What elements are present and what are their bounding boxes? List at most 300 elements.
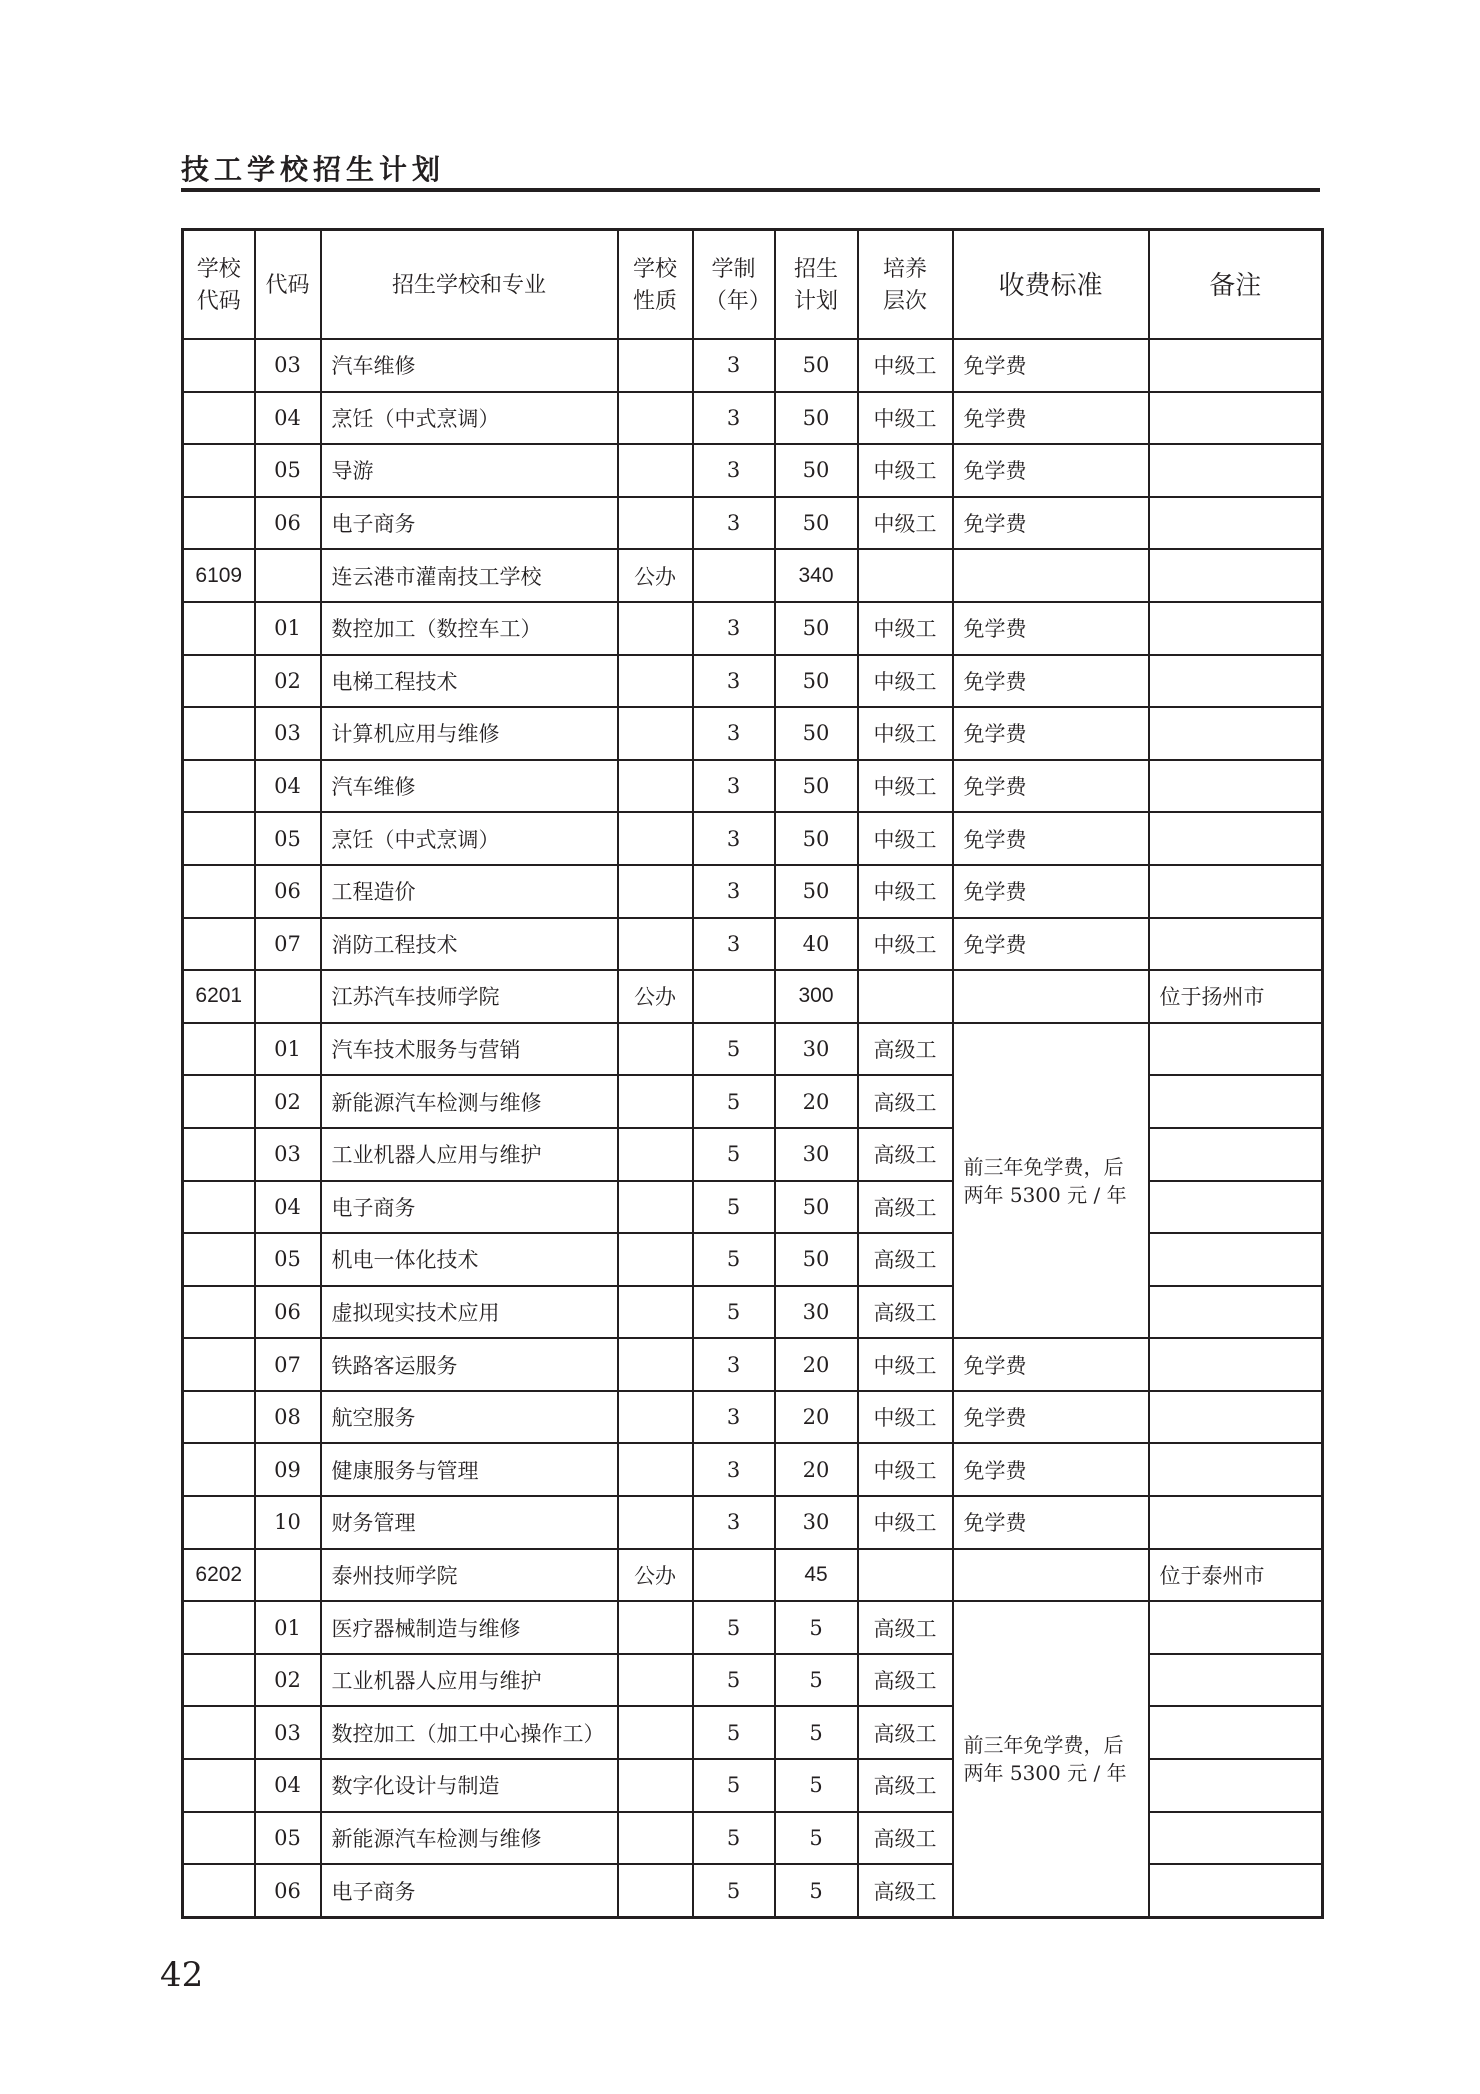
cell-plan: 50	[775, 602, 858, 655]
cell-nature: 公办	[618, 970, 693, 1023]
table-row	[183, 760, 1323, 813]
cell-years: 3	[693, 760, 775, 813]
cell-years: 5	[693, 1706, 775, 1759]
cell-note	[1149, 1812, 1323, 1865]
cell-name: 工程造价	[321, 865, 618, 918]
cell-school-code	[183, 655, 255, 708]
cell-name: 汽车技术服务与营销	[321, 1023, 618, 1076]
cell-years: 5	[693, 1864, 775, 1917]
cell-major-code: 01	[255, 1023, 321, 1076]
cell-plan: 5	[775, 1864, 858, 1917]
cell-name: 数控加工（加工中心操作工）	[321, 1706, 618, 1759]
cell-years: 3	[693, 392, 775, 445]
table-row	[183, 1601, 1323, 1654]
cell-nature	[618, 918, 693, 971]
cell-nature	[618, 1338, 693, 1391]
cell-name: 电子商务	[321, 497, 618, 550]
cell-school-code	[183, 1286, 255, 1339]
cell-plan: 20	[775, 1443, 858, 1496]
cell-plan: 50	[775, 655, 858, 708]
cell-years: 3	[693, 1496, 775, 1549]
cell-name: 财务管理	[321, 1496, 618, 1549]
cell-name: 工业机器人应用与维护	[321, 1654, 618, 1707]
cell-fee: 前三年免学费，后两年 5300 元 / 年	[953, 1023, 1149, 1339]
cell-level: 中级工	[858, 497, 953, 550]
cell-nature	[618, 812, 693, 865]
cell-level: 中级工	[858, 1338, 953, 1391]
cell-plan: 50	[775, 1233, 858, 1286]
cell-nature	[618, 1864, 693, 1917]
cell-note	[1149, 549, 1323, 602]
table-row	[183, 1233, 1323, 1286]
cell-school-code	[183, 444, 255, 497]
cell-plan: 50	[775, 444, 858, 497]
cell-plan: 30	[775, 1023, 858, 1076]
cell-name: 工业机器人应用与维护	[321, 1128, 618, 1181]
cell-note	[1149, 1181, 1323, 1234]
cell-plan: 50	[775, 392, 858, 445]
cell-years: 3	[693, 339, 775, 392]
cell-plan: 50	[775, 339, 858, 392]
school-row	[183, 970, 1323, 1023]
cell-fee: 免学费	[953, 392, 1149, 445]
cell-plan: 5	[775, 1706, 858, 1759]
cell-plan: 30	[775, 1128, 858, 1181]
cell-years: 3	[693, 1338, 775, 1391]
table-row	[183, 1128, 1323, 1181]
cell-note	[1149, 1023, 1323, 1076]
cell-level: 高级工	[858, 1023, 953, 1076]
cell-years: 3	[693, 1443, 775, 1496]
cell-name: 江苏汽车技师学院	[321, 970, 618, 1023]
cell-years: 3	[693, 497, 775, 550]
cell-level: 高级工	[858, 1706, 953, 1759]
cell-years: 5	[693, 1181, 775, 1234]
cell-major-code: 05	[255, 1233, 321, 1286]
cell-note	[1149, 392, 1323, 445]
cell-school-code	[183, 497, 255, 550]
cell-school-code	[183, 918, 255, 971]
cell-school-code	[183, 1233, 255, 1286]
cell-note	[1149, 655, 1323, 708]
cell-major-code: 04	[255, 760, 321, 813]
cell-school-code: 6109	[183, 549, 255, 602]
table-row	[183, 1391, 1323, 1444]
cell-major-code: 06	[255, 865, 321, 918]
col-level: 培养层次	[858, 230, 953, 340]
table-row	[183, 392, 1323, 445]
cell-fee: 前三年免学费，后两年 5300 元 / 年	[953, 1601, 1149, 1917]
cell-nature: 公办	[618, 1549, 693, 1602]
cell-major-code: 01	[255, 1601, 321, 1654]
table-row	[183, 1443, 1323, 1496]
cell-school-code	[183, 1128, 255, 1181]
cell-school-code	[183, 1864, 255, 1917]
cell-major-code	[255, 549, 321, 602]
cell-level: 高级工	[858, 1601, 953, 1654]
cell-major-code: 07	[255, 918, 321, 971]
cell-nature	[618, 1496, 693, 1549]
cell-school-code	[183, 602, 255, 655]
cell-years: 5	[693, 1128, 775, 1181]
cell-note	[1149, 1128, 1323, 1181]
table-row	[183, 1075, 1323, 1128]
cell-nature	[618, 1706, 693, 1759]
cell-fee: 免学费	[953, 339, 1149, 392]
table-row	[183, 1286, 1323, 1339]
cell-name: 泰州技师学院	[321, 1549, 618, 1602]
cell-nature	[618, 1286, 693, 1339]
cell-school-code: 6202	[183, 1549, 255, 1602]
cell-note	[1149, 1286, 1323, 1339]
cell-fee: 免学费	[953, 1496, 1149, 1549]
cell-name: 新能源汽车检测与维修	[321, 1812, 618, 1865]
cell-school-code	[183, 1023, 255, 1076]
cell-nature	[618, 497, 693, 550]
cell-nature	[618, 1601, 693, 1654]
table-row	[183, 602, 1323, 655]
cell-school-code	[183, 812, 255, 865]
cell-name: 汽车维修	[321, 339, 618, 392]
table-row	[183, 1023, 1323, 1076]
cell-level: 高级工	[858, 1286, 953, 1339]
cell-level: 高级工	[858, 1233, 953, 1286]
cell-major-code: 06	[255, 1286, 321, 1339]
cell-name: 导游	[321, 444, 618, 497]
cell-fee	[953, 970, 1149, 1023]
cell-note	[1149, 1443, 1323, 1496]
cell-fee	[953, 1549, 1149, 1602]
cell-note	[1149, 918, 1323, 971]
table-row	[183, 1812, 1323, 1865]
cell-nature: 公办	[618, 549, 693, 602]
cell-years: 5	[693, 1023, 775, 1076]
cell-level: 中级工	[858, 1443, 953, 1496]
cell-level: 中级工	[858, 392, 953, 445]
cell-plan: 30	[775, 1286, 858, 1339]
cell-plan: 5	[775, 1812, 858, 1865]
cell-note	[1149, 1759, 1323, 1812]
cell-name: 消防工程技术	[321, 918, 618, 971]
table-row	[183, 1706, 1323, 1759]
cell-name: 新能源汽车检测与维修	[321, 1075, 618, 1128]
cell-nature	[618, 865, 693, 918]
cell-nature	[618, 760, 693, 813]
cell-fee: 免学费	[953, 1391, 1149, 1444]
cell-plan: 5	[775, 1601, 858, 1654]
cell-years: 5	[693, 1233, 775, 1286]
table-row	[183, 918, 1323, 971]
cell-school-code	[183, 392, 255, 445]
cell-years: 3	[693, 865, 775, 918]
cell-major-code: 06	[255, 1864, 321, 1917]
cell-major-code: 08	[255, 1391, 321, 1444]
table-header-row	[183, 230, 1323, 340]
cell-name: 烹饪（中式烹调）	[321, 392, 618, 445]
cell-years: 3	[693, 707, 775, 760]
cell-level	[858, 549, 953, 602]
cell-plan: 50	[775, 865, 858, 918]
cell-plan: 50	[775, 760, 858, 813]
cell-school-code	[183, 1706, 255, 1759]
cell-major-code: 03	[255, 339, 321, 392]
cell-plan: 20	[775, 1391, 858, 1444]
table-row	[183, 1654, 1323, 1707]
table-row	[183, 1759, 1323, 1812]
cell-major-code: 04	[255, 1759, 321, 1812]
cell-years: 5	[693, 1286, 775, 1339]
table-row	[183, 1496, 1323, 1549]
cell-major-code: 03	[255, 707, 321, 760]
cell-years: 5	[693, 1601, 775, 1654]
cell-school-code	[183, 1654, 255, 1707]
cell-note	[1149, 1496, 1323, 1549]
table-row	[183, 865, 1323, 918]
col-note: 备注	[1149, 230, 1323, 340]
header-rule	[181, 188, 1320, 192]
cell-school-code	[183, 865, 255, 918]
cell-plan: 50	[775, 1181, 858, 1234]
cell-level: 中级工	[858, 1391, 953, 1444]
cell-major-code: 02	[255, 655, 321, 708]
cell-level: 中级工	[858, 602, 953, 655]
cell-plan: 20	[775, 1075, 858, 1128]
col-years: 学制（年）	[693, 230, 775, 340]
cell-school-code	[183, 1391, 255, 1444]
cell-level: 中级工	[858, 655, 953, 708]
cell-level: 中级工	[858, 1496, 953, 1549]
cell-fee: 免学费	[953, 707, 1149, 760]
cell-fee: 免学费	[953, 655, 1149, 708]
table-row	[183, 655, 1323, 708]
cell-years: 3	[693, 812, 775, 865]
cell-nature	[618, 707, 693, 760]
cell-level: 高级工	[858, 1654, 953, 1707]
cell-name: 电梯工程技术	[321, 655, 618, 708]
table-row	[183, 1338, 1323, 1391]
running-header-title: 技工学校招生计划	[181, 153, 446, 186]
cell-plan: 30	[775, 1496, 858, 1549]
col-school-major: 招生学校和专业	[321, 230, 618, 340]
cell-nature	[618, 1443, 693, 1496]
cell-name: 医疗器械制造与维修	[321, 1601, 618, 1654]
cell-years: 3	[693, 602, 775, 655]
cell-major-code: 01	[255, 602, 321, 655]
cell-major-code: 04	[255, 392, 321, 445]
cell-level: 高级工	[858, 1181, 953, 1234]
cell-level	[858, 970, 953, 1023]
school-row	[183, 549, 1323, 602]
cell-fee: 免学费	[953, 812, 1149, 865]
cell-years: 3	[693, 918, 775, 971]
cell-school-code	[183, 760, 255, 813]
cell-note: 位于泰州市	[1149, 1549, 1323, 1602]
table-row	[183, 339, 1323, 392]
cell-school-code	[183, 1496, 255, 1549]
cell-note	[1149, 497, 1323, 550]
cell-level: 高级工	[858, 1075, 953, 1128]
cell-nature	[618, 1128, 693, 1181]
cell-level: 中级工	[858, 444, 953, 497]
cell-major-code: 02	[255, 1075, 321, 1128]
cell-note	[1149, 1233, 1323, 1286]
cell-fee	[953, 549, 1149, 602]
cell-plan: 45	[775, 1549, 858, 1602]
cell-school-code: 6201	[183, 970, 255, 1023]
cell-plan: 340	[775, 549, 858, 602]
cell-note	[1149, 1654, 1323, 1707]
cell-note	[1149, 444, 1323, 497]
cell-nature	[618, 392, 693, 445]
cell-major-code: 03	[255, 1128, 321, 1181]
cell-note	[1149, 707, 1323, 760]
cell-level: 中级工	[858, 812, 953, 865]
cell-note	[1149, 1864, 1323, 1917]
cell-fee: 免学费	[953, 1443, 1149, 1496]
cell-nature	[618, 444, 693, 497]
cell-major-code: 05	[255, 812, 321, 865]
cell-note	[1149, 1706, 1323, 1759]
cell-level: 高级工	[858, 1812, 953, 1865]
cell-nature	[618, 1233, 693, 1286]
cell-name: 连云港市灌南技工学校	[321, 549, 618, 602]
cell-nature	[618, 1075, 693, 1128]
cell-years: 3	[693, 655, 775, 708]
col-fee: 收费标准	[953, 230, 1149, 340]
cell-years: 3	[693, 444, 775, 497]
cell-school-code	[183, 339, 255, 392]
cell-major-code: 06	[255, 497, 321, 550]
cell-note	[1149, 1391, 1323, 1444]
cell-school-code	[183, 1601, 255, 1654]
table-row	[183, 444, 1323, 497]
cell-major-code: 09	[255, 1443, 321, 1496]
cell-note	[1149, 1075, 1323, 1128]
cell-school-code	[183, 1181, 255, 1234]
cell-name: 烹饪（中式烹调）	[321, 812, 618, 865]
cell-name: 计算机应用与维修	[321, 707, 618, 760]
cell-major-code: 02	[255, 1654, 321, 1707]
table-row	[183, 812, 1323, 865]
cell-name: 数字化设计与制造	[321, 1759, 618, 1812]
cell-level: 高级工	[858, 1864, 953, 1917]
cell-note	[1149, 1338, 1323, 1391]
cell-major-code: 04	[255, 1181, 321, 1234]
cell-level	[858, 1549, 953, 1602]
cell-plan: 5	[775, 1759, 858, 1812]
cell-name: 机电一体化技术	[321, 1233, 618, 1286]
page-number: 42	[160, 1955, 204, 1995]
cell-nature	[618, 602, 693, 655]
cell-note	[1149, 1601, 1323, 1654]
cell-major-code: 10	[255, 1496, 321, 1549]
cell-years: 5	[693, 1812, 775, 1865]
cell-level: 中级工	[858, 339, 953, 392]
cell-note	[1149, 812, 1323, 865]
cell-years	[693, 549, 775, 602]
cell-fee: 免学费	[953, 444, 1149, 497]
cell-years: 5	[693, 1075, 775, 1128]
cell-years: 5	[693, 1654, 775, 1707]
cell-level: 高级工	[858, 1128, 953, 1181]
cell-nature	[618, 339, 693, 392]
cell-major-code	[255, 970, 321, 1023]
cell-fee: 免学费	[953, 918, 1149, 971]
cell-major-code: 07	[255, 1338, 321, 1391]
cell-level: 中级工	[858, 760, 953, 813]
cell-nature	[618, 1391, 693, 1444]
cell-nature	[618, 1181, 693, 1234]
table-row	[183, 1181, 1323, 1234]
cell-school-code	[183, 1443, 255, 1496]
cell-note	[1149, 339, 1323, 392]
cell-plan: 5	[775, 1654, 858, 1707]
col-plan: 招生计划	[775, 230, 858, 340]
cell-years	[693, 1549, 775, 1602]
cell-note	[1149, 602, 1323, 655]
col-major-code: 代码	[255, 230, 321, 340]
enrollment-plan-table	[181, 228, 1324, 1919]
cell-name: 汽车维修	[321, 760, 618, 813]
cell-school-code	[183, 1338, 255, 1391]
cell-school-code	[183, 1812, 255, 1865]
cell-major-code: 05	[255, 1812, 321, 1865]
cell-name: 电子商务	[321, 1181, 618, 1234]
cell-nature	[618, 1812, 693, 1865]
cell-level: 中级工	[858, 918, 953, 971]
cell-school-code	[183, 1759, 255, 1812]
cell-plan: 50	[775, 497, 858, 550]
school-row	[183, 1549, 1323, 1602]
cell-plan: 20	[775, 1338, 858, 1391]
cell-fee: 免学费	[953, 760, 1149, 813]
cell-name: 虚拟现实技术应用	[321, 1286, 618, 1339]
cell-note: 位于扬州市	[1149, 970, 1323, 1023]
cell-name: 铁路客运服务	[321, 1338, 618, 1391]
cell-name: 电子商务	[321, 1864, 618, 1917]
cell-level: 中级工	[858, 865, 953, 918]
cell-years: 3	[693, 1391, 775, 1444]
cell-major-code: 03	[255, 1706, 321, 1759]
cell-fee: 免学费	[953, 1338, 1149, 1391]
cell-nature	[618, 1654, 693, 1707]
cell-fee: 免学费	[953, 865, 1149, 918]
cell-nature	[618, 1023, 693, 1076]
cell-name: 数控加工（数控车工）	[321, 602, 618, 655]
cell-name: 健康服务与管理	[321, 1443, 618, 1496]
cell-fee: 免学费	[953, 497, 1149, 550]
cell-plan: 40	[775, 918, 858, 971]
table-row	[183, 1864, 1323, 1917]
cell-school-code	[183, 1075, 255, 1128]
cell-note	[1149, 865, 1323, 918]
cell-years	[693, 970, 775, 1023]
cell-school-code	[183, 707, 255, 760]
cell-nature	[618, 1759, 693, 1812]
cell-major-code	[255, 1549, 321, 1602]
cell-plan: 300	[775, 970, 858, 1023]
cell-note	[1149, 760, 1323, 813]
table-row	[183, 707, 1323, 760]
cell-level: 中级工	[858, 707, 953, 760]
cell-plan: 50	[775, 812, 858, 865]
cell-fee: 免学费	[953, 602, 1149, 655]
col-nature: 学校性质	[618, 230, 693, 340]
cell-years: 5	[693, 1759, 775, 1812]
cell-plan: 50	[775, 707, 858, 760]
table-row	[183, 497, 1323, 550]
cell-level: 高级工	[858, 1759, 953, 1812]
